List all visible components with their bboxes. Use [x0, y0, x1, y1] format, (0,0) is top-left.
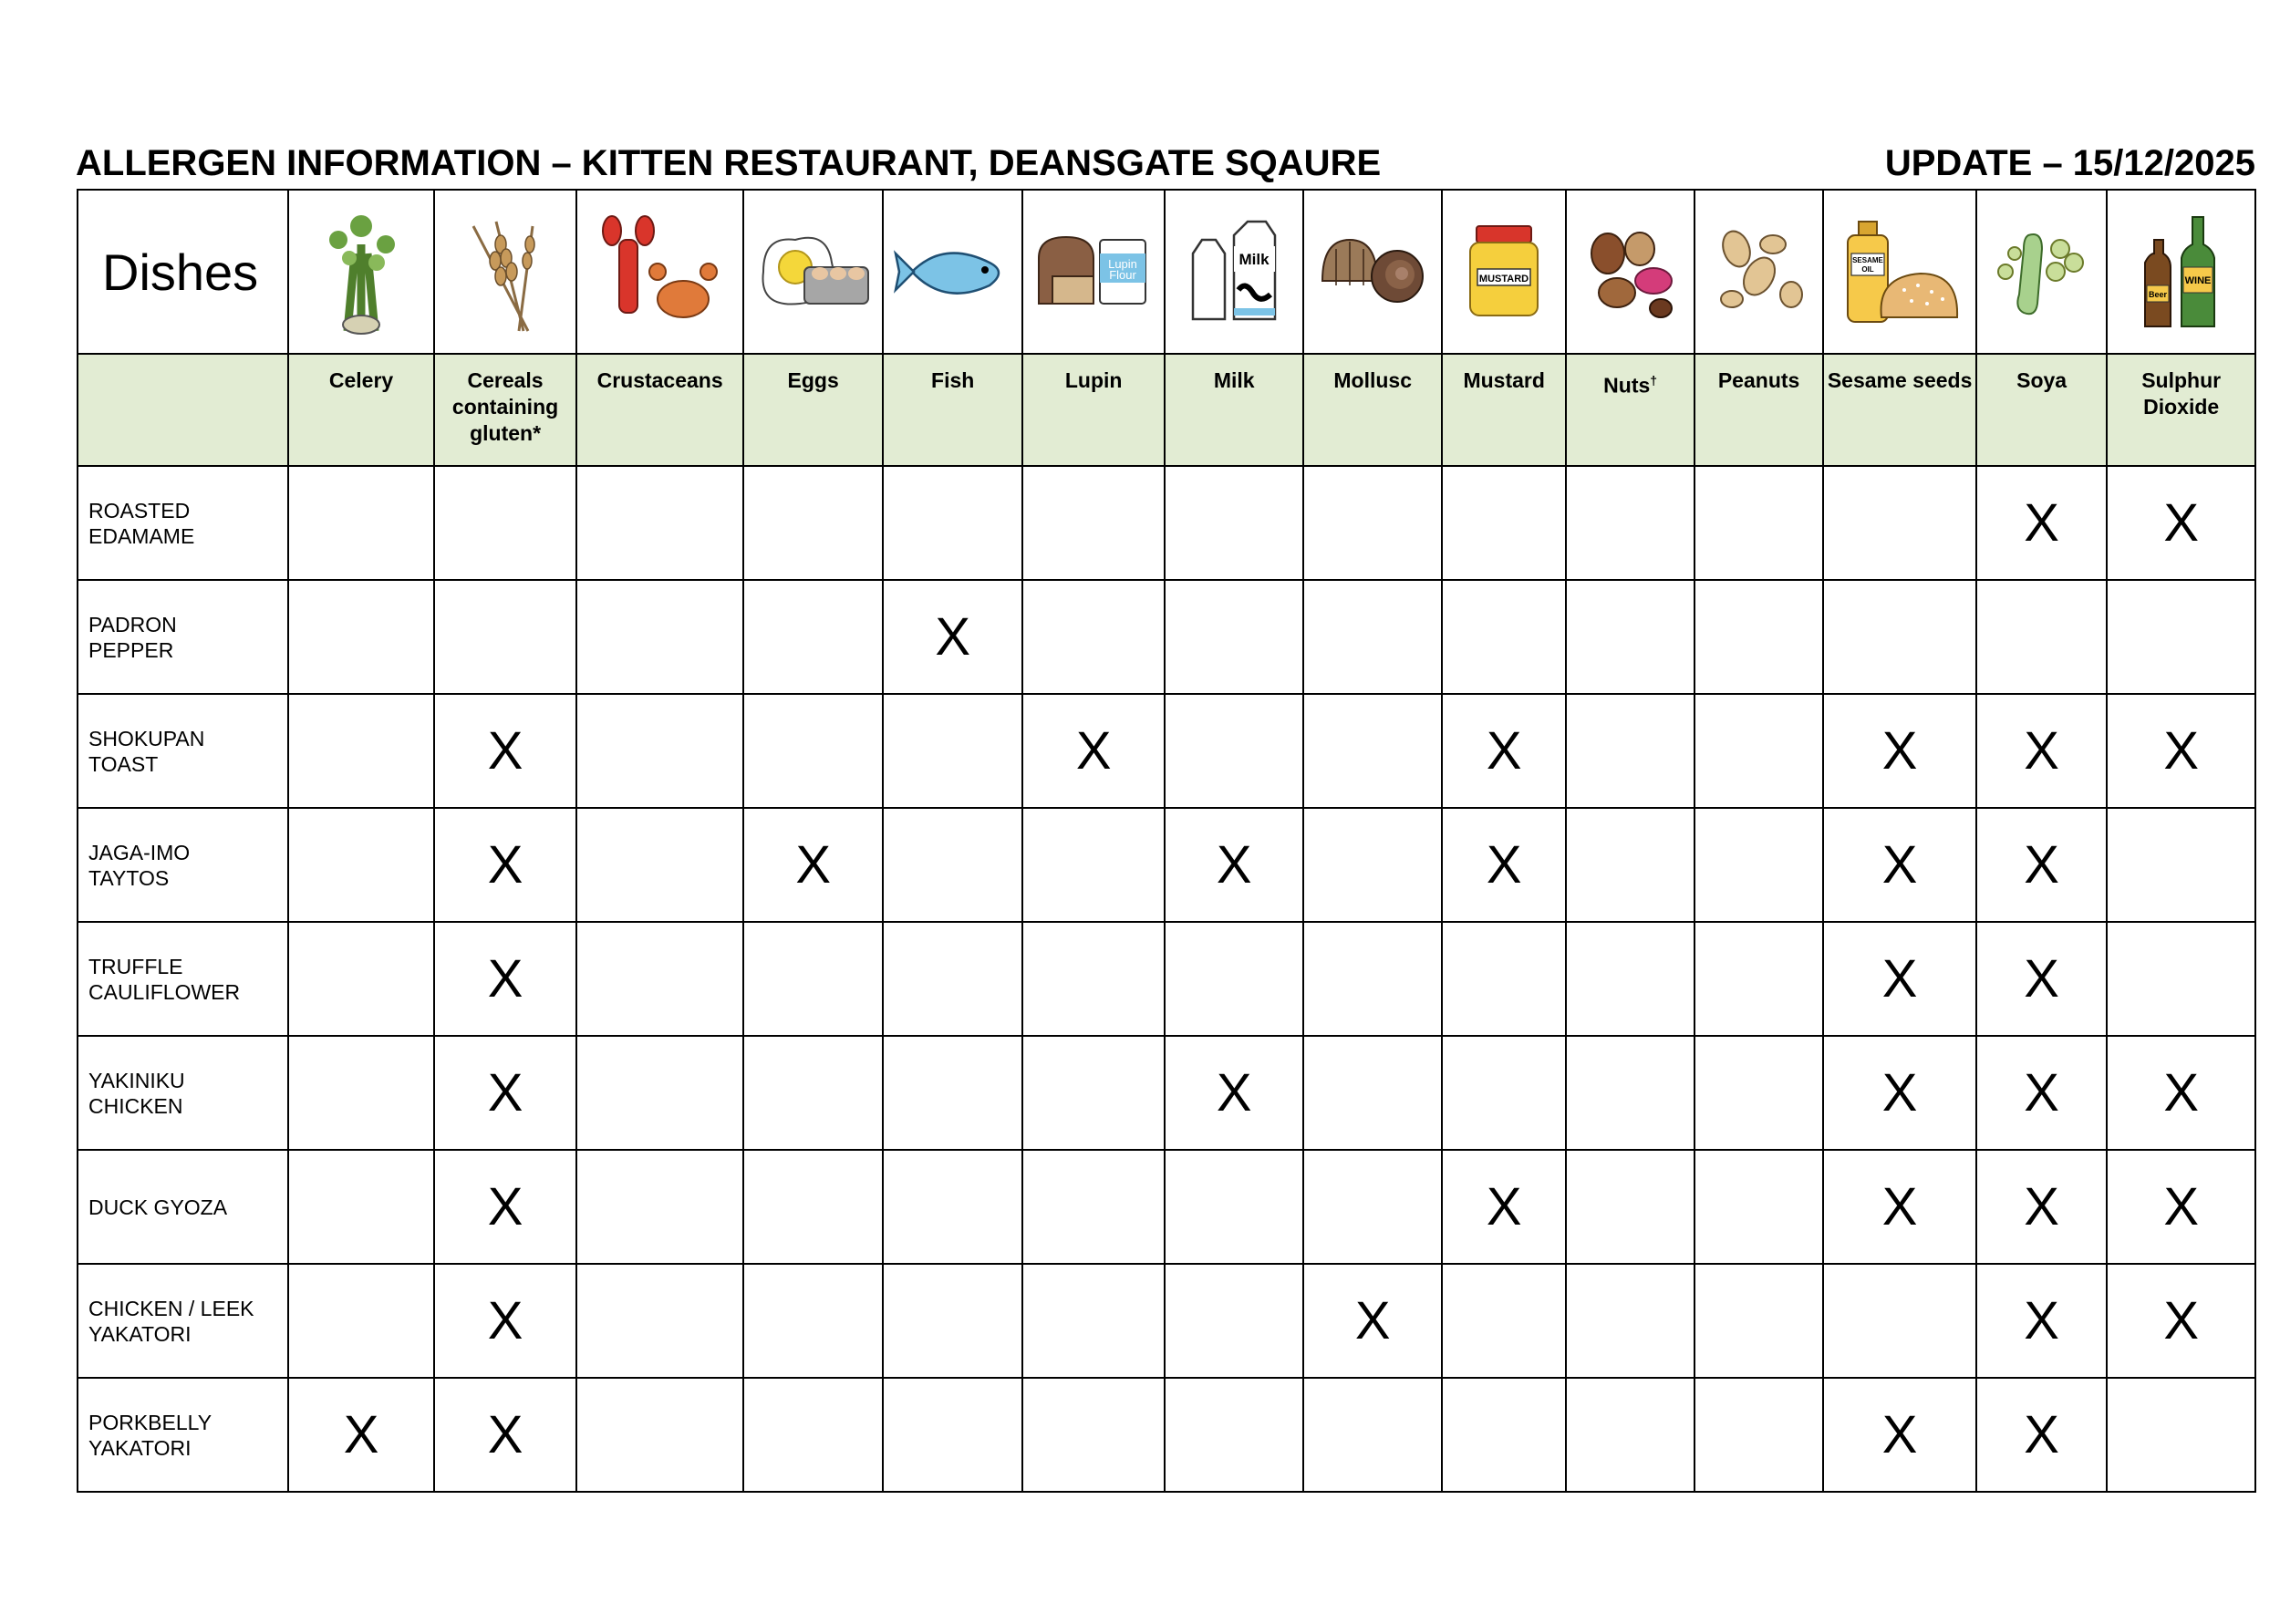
allergen-cell [1022, 922, 1165, 1036]
table-row [78, 694, 2255, 808]
allergen-cell [576, 1036, 744, 1150]
allergen-cell [1566, 1378, 1694, 1492]
table-row [78, 808, 2255, 922]
allergen-cell [1566, 694, 1694, 808]
mollusc-icon [1303, 190, 1442, 354]
allergen-cell [288, 694, 435, 808]
allergen-cell: X [434, 808, 576, 922]
allergen-cell: X [1303, 1264, 1442, 1378]
celery-icon [288, 190, 435, 354]
allergen-cell [883, 466, 1023, 580]
allergen-cell [1976, 580, 2107, 694]
allergen-cell [1022, 808, 1165, 922]
allergen-cell [1442, 922, 1566, 1036]
allergen-cell: X [1976, 922, 2107, 1036]
allergen-cell [576, 466, 744, 580]
allergen-cell: X [1442, 1150, 1566, 1264]
allergen-cell: X [2107, 1036, 2255, 1150]
allergen-cell [2107, 922, 2255, 1036]
allergen-cell: X [1976, 1036, 2107, 1150]
allergen-cell [576, 1150, 744, 1264]
allergen-cell [883, 1150, 1023, 1264]
svg-text:Milk: Milk [1238, 251, 1270, 268]
allergen-cell [288, 466, 435, 580]
mustard-icon [1442, 190, 1566, 354]
allergen-cell: X [1165, 1036, 1304, 1150]
allergen-cell: X [1823, 1378, 1976, 1492]
allergen-header-eggs: Eggs [743, 354, 883, 466]
allergen-cell: X [1976, 808, 2107, 922]
allergen-cell [576, 694, 744, 808]
allergen-cell [1694, 1378, 1823, 1492]
allergen-cell [1303, 694, 1442, 808]
wheat-icon [434, 190, 576, 354]
allergen-cell [2107, 808, 2255, 922]
allergen-cell [743, 1150, 883, 1264]
allergen-cell [1694, 1150, 1823, 1264]
allergen-cell: X [2107, 694, 2255, 808]
table-row [78, 580, 2255, 694]
svg-text:SESAME: SESAME [1852, 256, 1883, 264]
allergen-header-milk: Milk [1165, 354, 1304, 466]
allergen-cell [1165, 1150, 1304, 1264]
table-row [78, 1150, 2255, 1264]
allergen-cell [1694, 694, 1823, 808]
allergen-cell [434, 580, 576, 694]
allergen-cell [1022, 1036, 1165, 1150]
allergen-cell [1442, 466, 1566, 580]
svg-text:Beer: Beer [2148, 290, 2167, 299]
allergen-cell: X [743, 808, 883, 922]
eggs-icon [743, 190, 883, 354]
allergen-cell [883, 808, 1023, 922]
nuts-icon [1566, 190, 1694, 354]
allergen-header-mollusc: Mollusc [1303, 354, 1442, 466]
allergen-cell: X [883, 580, 1023, 694]
dishes-heading: Dishes [78, 190, 288, 354]
soya-icon [1976, 190, 2107, 354]
dish-name: SHOKUPAN TOAST [78, 694, 288, 808]
allergen-cell [743, 694, 883, 808]
allergen-cell [576, 922, 744, 1036]
svg-text:MUSTARD: MUSTARD [1479, 274, 1529, 284]
allergen-header-peanuts: Peanuts [1694, 354, 1823, 466]
allergen-cell: X [2107, 466, 2255, 580]
allergen-cell [1303, 466, 1442, 580]
allergen-cell: X [434, 1378, 576, 1492]
allergen-header-crustaceans: Crustaceans [576, 354, 744, 466]
allergen-cell: X [1823, 808, 1976, 922]
allergen-cell [2107, 580, 2255, 694]
allergen-cell [1694, 580, 1823, 694]
dish-name: CHICKEN / LEEK YAKATORI [78, 1264, 288, 1378]
allergen-cell: X [1165, 808, 1304, 922]
dish-name: JAGA-IMO TAYTOS [78, 808, 288, 922]
allergen-header-celery: Celery [288, 354, 435, 466]
allergen-cell [1694, 1264, 1823, 1378]
allergen-cell [883, 1036, 1023, 1150]
allergen-cell [288, 922, 435, 1036]
allergen-cell [1303, 922, 1442, 1036]
allergen-cell [883, 1378, 1023, 1492]
allergen-cell: X [1442, 694, 1566, 808]
allergen-cell: X [1022, 694, 1165, 808]
allergen-cell: X [288, 1378, 435, 1492]
allergen-cell [743, 580, 883, 694]
allergen-cell [1303, 1150, 1442, 1264]
allergen-cell [288, 1150, 435, 1264]
allergen-cell [1022, 1378, 1165, 1492]
allergen-cell [576, 1264, 744, 1378]
allergen-cell [743, 466, 883, 580]
allergen-name-row [78, 354, 2255, 466]
sulphur-icon [2107, 190, 2255, 354]
allergen-cell [1303, 580, 1442, 694]
allergen-cell [1442, 1378, 1566, 1492]
allergen-cell [1694, 922, 1823, 1036]
lupin-icon [1022, 190, 1165, 354]
allergen-cell [1303, 1036, 1442, 1150]
allergen-cell [1566, 1036, 1694, 1150]
allergen-cell [1566, 1264, 1694, 1378]
allergen-cell [1566, 922, 1694, 1036]
allergen-cell [1566, 580, 1694, 694]
allergen-cell [1022, 1150, 1165, 1264]
allergen-cell [1022, 580, 1165, 694]
sesame-icon [1823, 190, 1976, 354]
allergen-cell [743, 922, 883, 1036]
allergen-cell [576, 1378, 744, 1492]
allergen-header-fish: Fish [883, 354, 1023, 466]
allergen-cell: X [2107, 1264, 2255, 1378]
allergen-cell [1442, 580, 1566, 694]
svg-text:OIL: OIL [1861, 265, 1874, 274]
allergen-cell [1823, 1264, 1976, 1378]
allergen-cell [2107, 1378, 2255, 1492]
allergen-cell: X [1823, 922, 1976, 1036]
peanuts-icon [1694, 190, 1823, 354]
blank-header-cell [78, 354, 288, 466]
update-date: UPDATE – 15/12/2025 [1884, 143, 2255, 183]
allergen-table [77, 189, 2256, 1493]
allergen-cell: X [434, 1264, 576, 1378]
allergen-cell [743, 1264, 883, 1378]
milk-icon [1165, 190, 1304, 354]
header [76, 140, 2255, 187]
allergen-cell [1442, 1036, 1566, 1150]
allergen-cell [288, 1264, 435, 1378]
allergen-header-sesame: Sesame seeds [1823, 354, 1976, 466]
allergen-cell: X [1976, 1378, 2107, 1492]
allergen-cell [1303, 1378, 1442, 1492]
table-row [78, 1036, 2255, 1150]
allergen-header-mustard: Mustard [1442, 354, 1566, 466]
allergen-cell [1823, 466, 1976, 580]
allergen-cell: X [434, 922, 576, 1036]
allergen-header-lupin: Lupin [1022, 354, 1165, 466]
dish-name: ROASTED EDAMAME [78, 466, 288, 580]
table-row [78, 1264, 2255, 1378]
icon-row [78, 190, 2255, 354]
allergen-cell [1694, 808, 1823, 922]
allergen-cell [1165, 694, 1304, 808]
table-row [78, 1378, 2255, 1492]
allergen-cell [743, 1036, 883, 1150]
table-row [78, 922, 2255, 1036]
allergen-cell [883, 694, 1023, 808]
fish-icon [883, 190, 1023, 354]
allergen-cell [576, 580, 744, 694]
dish-name: DUCK GYOZA [78, 1150, 288, 1264]
allergen-header-sulphur: Sulphur Dioxide [2107, 354, 2255, 466]
allergen-cell [288, 808, 435, 922]
allergen-header-wheat: Cereals containing gluten* [434, 354, 576, 466]
allergen-cell [883, 1264, 1023, 1378]
crustaceans-icon [576, 190, 744, 354]
allergen-cell: X [2107, 1150, 2255, 1264]
page-title: ALLERGEN INFORMATION – KITTEN RESTAURANT, DEANSGATE SQAURE [76, 143, 1382, 183]
dish-name: PORKBELLY YAKATORI [78, 1378, 288, 1492]
allergen-cell [1165, 922, 1304, 1036]
allergen-cell: X [1976, 1150, 2107, 1264]
allergen-cell: X [1823, 1150, 1976, 1264]
svg-text:WINE: WINE [2184, 275, 2212, 286]
allergen-cell: X [1976, 694, 2107, 808]
allergen-cell [288, 1036, 435, 1150]
allergen-cell [743, 1378, 883, 1492]
svg-text:Flour: Flour [1109, 268, 1136, 282]
allergen-header-nuts: Nuts† [1566, 354, 1694, 466]
allergen-cell [1566, 466, 1694, 580]
allergen-cell: X [434, 1150, 576, 1264]
allergen-cell: X [434, 694, 576, 808]
table-row [78, 466, 2255, 580]
allergen-cell: X [1976, 466, 2107, 580]
allergen-cell [576, 808, 744, 922]
allergen-cell [1165, 1378, 1304, 1492]
allergen-cell: X [1823, 694, 1976, 808]
allergen-cell [1442, 1264, 1566, 1378]
allergen-cell [1303, 808, 1442, 922]
allergen-cell [1022, 1264, 1165, 1378]
allergen-cell [1165, 1264, 1304, 1378]
svg-text:Lupin: Lupin [1108, 257, 1138, 271]
allergen-cell [1694, 1036, 1823, 1150]
allergen-cell: X [1823, 1036, 1976, 1150]
allergen-cell [1566, 1150, 1694, 1264]
allergen-cell: X [434, 1036, 576, 1150]
allergen-cell: X [1976, 1264, 2107, 1378]
allergen-cell [1165, 580, 1304, 694]
allergen-cell [288, 580, 435, 694]
allergen-cell [434, 466, 576, 580]
allergen-header-soya: Soya [1976, 354, 2107, 466]
allergen-cell [1694, 466, 1823, 580]
dish-name: YAKINIKU CHICKEN [78, 1036, 288, 1150]
allergen-cell [1022, 466, 1165, 580]
dish-name: TRUFFLE CAULIFLOWER [78, 922, 288, 1036]
allergen-cell [883, 922, 1023, 1036]
allergen-cell [1165, 466, 1304, 580]
allergen-cell [1566, 808, 1694, 922]
dish-name: PADRON PEPPER [78, 580, 288, 694]
allergen-cell [1823, 580, 1976, 694]
allergen-cell: X [1442, 808, 1566, 922]
